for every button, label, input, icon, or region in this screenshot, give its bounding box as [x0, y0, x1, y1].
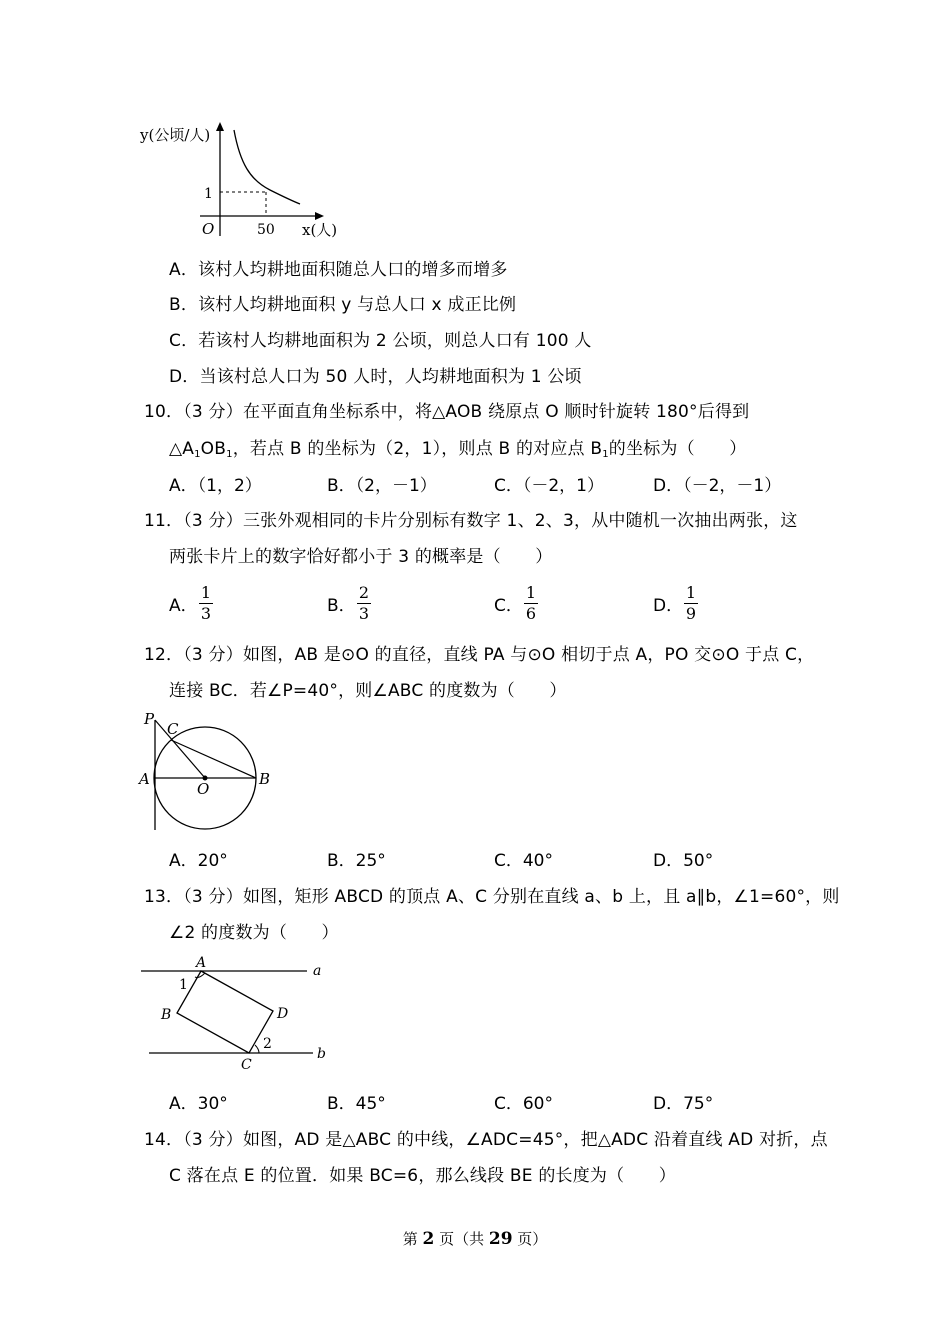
q13-option-c: C．60° [494, 1094, 554, 1114]
q12-circle-figure [135, 708, 285, 836]
page-footer [0, 1228, 950, 1249]
y-axis-arrow-icon [216, 122, 224, 131]
q10-option-d: D．（－2，－1） [653, 476, 782, 496]
q11-option-a-fraction [199, 584, 213, 623]
q13-rectangle-figure [135, 955, 335, 1075]
footer-mid: 页（共 [434, 1230, 489, 1248]
q10-text-a: △A [169, 439, 195, 459]
q11-d-denominator: 9 [685, 604, 697, 623]
q10-text-b: OB [200, 439, 227, 459]
footer-pre: 第 [402, 1230, 423, 1248]
q13-stem-line2: ∠2 的度数为（ ） [169, 923, 339, 943]
x-axis-arrow-icon [315, 212, 324, 220]
graph-xtick: 50 [257, 222, 275, 238]
footer-post: 页） [512, 1230, 548, 1248]
label-line-b: b [317, 1046, 326, 1062]
q11-b-numerator: 2 [358, 583, 370, 602]
graph-origin: O [202, 220, 215, 238]
inverse-curve [234, 130, 300, 204]
q10-text-c: ，若点 B 的坐标为（2，1），则点 B 的对应点 B [232, 439, 603, 459]
q13-option-a: A．30° [169, 1094, 228, 1114]
q9-graph-figure [130, 118, 350, 243]
q12-option-c: C．40° [494, 851, 554, 871]
q11-option-d-letter: D． [653, 596, 684, 616]
q12-option-d: D．50° [653, 851, 714, 871]
q11-d-numerator: 1 [685, 583, 697, 602]
q10-sub-2: 1 [226, 449, 233, 460]
q9-option-c: C．若该村人均耕地面积为 2 公顷，则总人口有 100 人 [169, 331, 592, 351]
label-two: 2 [263, 1036, 272, 1052]
label-b: B [259, 770, 271, 788]
q10-text-d: 的坐标为（ ） [608, 439, 747, 459]
q10-stem-line1: 10．（3 分）在平面直角坐标系中，将△AOB 绕原点 O 顺时针旋转 180°后得到 [144, 402, 750, 422]
q11-option-b-letter: B． [327, 596, 356, 616]
q12-stem-line1: 12．（3 分）如图，AB 是⊙O 的直径，直线 PA 与⊙O 相切于点 A，PO 交⊙O 于点 C， [144, 645, 815, 665]
label-p: P [144, 710, 155, 728]
graph-xlabel: x(人) [302, 221, 338, 239]
q11-a-denominator: 3 [200, 604, 212, 623]
q11-c-denominator: 6 [525, 604, 537, 623]
footer-total-pages: 29 [488, 1229, 513, 1249]
q11-option-a-letter: A． [169, 596, 198, 616]
label-o: O [197, 780, 210, 798]
q10-option-a: A．（1，2） [169, 476, 262, 496]
label-b-vertex: B [161, 1007, 172, 1023]
label-c-vertex: C [241, 1057, 252, 1073]
q11-option-c-fraction [524, 584, 538, 623]
graph-ytick: 1 [204, 186, 213, 202]
q10-option-c: C．（－2，1） [494, 476, 605, 496]
label-line-a: a [313, 963, 322, 979]
q9-option-a: A．该村人均耕地面积随总人口的增多而增多 [169, 260, 508, 280]
q13-option-d: D．75° [653, 1094, 714, 1114]
label-c: C [167, 720, 179, 738]
q14-stem-line2: C 落在点 E 的位置．如果 BC=6，那么线段 BE 的长度为（ ） [169, 1166, 676, 1186]
q11-a-numerator: 1 [200, 583, 212, 602]
label-d-vertex: D [277, 1006, 289, 1022]
q11-option-d-fraction [684, 584, 698, 623]
q12-option-b: B．25° [327, 851, 386, 871]
q11-stem-line1: 11．（3 分）三张外观相同的卡片分别标有数字 1、2、3，从中随机一次抽出两张，这 [144, 511, 798, 531]
q13-option-b: B．45° [327, 1094, 386, 1114]
q11-option-b-fraction [357, 584, 371, 623]
q9-option-b: B．该村人均耕地面积 y 与总人口 x 成正比例 [169, 295, 517, 315]
q10-sub-3: 1 [602, 449, 609, 460]
q11-b-denominator: 3 [358, 604, 370, 623]
q11-c-numerator: 1 [525, 583, 537, 602]
q11-stem-line2: 两张卡片上的数字恰好都小于 3 的概率是（ ） [169, 547, 553, 567]
angle-2-arc [255, 1045, 259, 1053]
q12-option-a: A．20° [169, 851, 228, 871]
graph-ylabel: y(公顷/人) [140, 126, 211, 144]
footer-page-number: 2 [422, 1229, 435, 1249]
q10-stem-line2 [169, 437, 746, 461]
label-a-vertex: A [196, 955, 207, 971]
q13-stem-line1: 13．（3 分）如图，矩形 ABCD 的顶点 A、C 分别在直线 a、b 上，且 a∥b，∠1=60°，则 [144, 887, 840, 907]
q10-sub-1: 1 [194, 449, 201, 460]
q14-stem-line1: 14．（3 分）如图，AD 是△ABC 的中线，∠ADC=45°，把△ADC 沿着直线 AD 对折，点 [144, 1130, 828, 1150]
label-one: 1 [179, 977, 188, 993]
q9-option-d: D．当该村总人口为 50 人时，人均耕地面积为 1 公顷 [169, 367, 582, 387]
label-a: A [139, 770, 150, 788]
q11-option-c-letter: C． [494, 596, 523, 616]
q10-option-b: B．（2，－1） [327, 476, 437, 496]
q12-stem-line2: 连接 BC．若∠P=40°，则∠ABC 的度数为（ ） [169, 681, 567, 701]
rectangle-abcd [177, 971, 273, 1053]
segment-bc [171, 740, 256, 778]
